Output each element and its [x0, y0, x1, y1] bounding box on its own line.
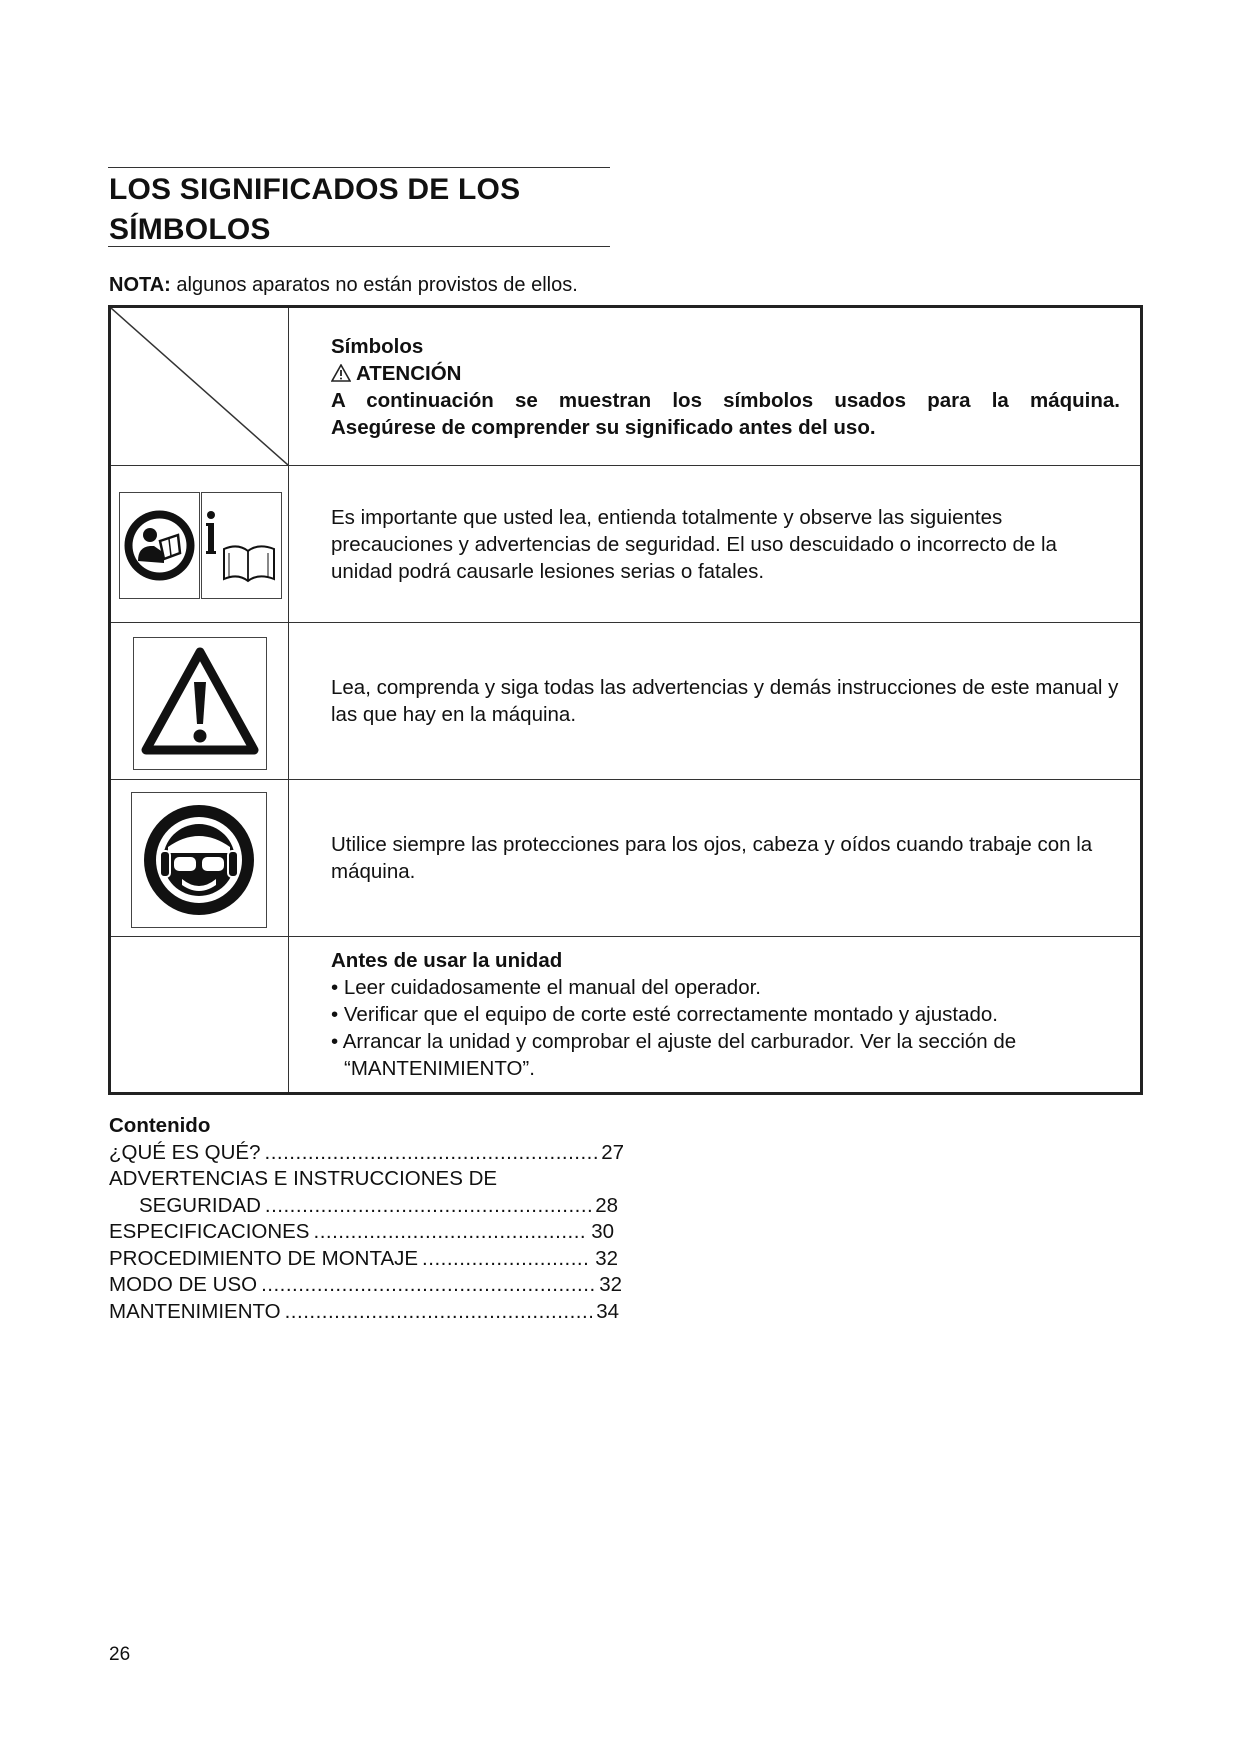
toc-item-page: 28	[595, 1193, 618, 1217]
title-rule-top	[108, 167, 610, 168]
table-row	[110, 937, 1142, 1094]
warning-triangle-icon	[331, 364, 351, 382]
toc-dots	[261, 1272, 595, 1299]
toc-dots	[422, 1246, 591, 1273]
note	[109, 274, 578, 297]
section-title	[109, 170, 609, 250]
header-description-line1: A continuación se muestran los símbolos usados para la máquina.	[331, 388, 1120, 412]
table-header-row	[110, 307, 1142, 466]
toc-item[interactable]	[109, 1272, 622, 1299]
note-text: algunos aparatos no están provistos de ellos.	[170, 274, 578, 296]
toc-item-label: ESPECIFICACIONES	[109, 1220, 310, 1243]
toc-item-page: 30	[591, 1220, 614, 1243]
toc-item-page: 27	[601, 1140, 624, 1164]
diagonal-cell	[110, 307, 289, 466]
before-use-bullet-1: • Leer cuidadosamente el manual del operador.	[331, 976, 761, 999]
table-row	[110, 466, 1142, 623]
title-line-1: LOS SIGNIFICADOS DE LOS	[109, 173, 521, 206]
before-use-bullet-3: • Arrancar la unidad y comprobar el ajuste del carburador. Ver la sección de	[331, 1030, 1017, 1053]
read-manual-icon	[119, 492, 200, 599]
read-manual-icon-cell	[110, 466, 289, 623]
read-manual-text: Es importante que usted lea, entienda totalmente y observe las siguientes precauciones y advertencias de seguridad. El uso descuidado o incorrecto de la unidad podrá causarle lesiones serias o fatales.	[289, 466, 1142, 623]
table-of-contents	[109, 1113, 629, 1325]
before-use-heading: Antes de usar la unidad	[331, 949, 563, 972]
header-attention-label: ATENCIÓN	[355, 361, 462, 385]
toc-dots	[265, 1140, 598, 1167]
toc-item-page: 34	[596, 1299, 619, 1323]
toc-item-label: SEGURIDAD	[139, 1193, 261, 1217]
before-use-bullet-3-cont: “MANTENIMIENTO”.	[344, 1057, 535, 1080]
toc-item[interactable]	[109, 1193, 618, 1220]
toc-item-label: ADVERTENCIAS E INSTRUCCIONES DE	[109, 1167, 498, 1190]
warning-text: Lea, comprenda y siga todas las advertencias y demás instrucciones de este manual y las que hay en la máquina.	[289, 623, 1142, 780]
protection-text: Utilice siempre las protecciones para los ojos, cabeza y oídos cuando trabaje con la máquina.	[289, 780, 1142, 937]
diagonal-line	[111, 308, 288, 465]
toc-heading: Contenido	[109, 1114, 211, 1137]
title-line-2: SÍMBOLOS	[109, 213, 271, 246]
toc-item-label: MODO DE USO	[109, 1273, 258, 1296]
warning-symbol-icon	[133, 637, 267, 770]
toc-item-label: ¿QUÉ ES QUÉ?	[109, 1140, 261, 1164]
note-label: NOTA:	[109, 274, 171, 296]
header-description-line2: Asegúrese de comprender su significado antes del uso.	[331, 415, 876, 439]
toc-item-label: MANTENIMIENTO	[109, 1299, 281, 1323]
info-book-icon	[201, 492, 282, 599]
page-number: 26	[109, 1644, 131, 1665]
protection-icon-cell	[110, 780, 289, 937]
toc-item[interactable]	[109, 1219, 614, 1246]
toc-item-label: PROCEDIMIENTO DE MONTAJE	[109, 1246, 419, 1270]
empty-icon-cell	[110, 937, 289, 1094]
warning-icon-cell	[110, 623, 289, 780]
protective-equipment-icon	[131, 792, 267, 928]
toc-dots	[314, 1219, 588, 1246]
toc-item-page: 32	[599, 1273, 622, 1296]
before-use-bullet-2: • Verificar que el equipo de corte esté correctamente montado y ajustado.	[331, 1003, 998, 1026]
toc-item[interactable]	[109, 1299, 619, 1326]
header-attention	[331, 360, 1120, 387]
toc-item-page: 32	[595, 1246, 618, 1270]
toc-dots	[265, 1193, 591, 1220]
header-symbols-label: Símbolos	[331, 334, 424, 358]
symbols-table	[108, 305, 1143, 1095]
toc-item[interactable]	[109, 1246, 618, 1273]
header-text-cell	[289, 307, 1142, 466]
table-row	[110, 623, 1142, 780]
toc-item[interactable]	[109, 1166, 629, 1193]
before-use-cell	[289, 937, 1142, 1094]
toc-dots	[285, 1299, 593, 1326]
title-rule-bottom	[108, 246, 610, 247]
table-row	[110, 780, 1142, 937]
toc-item[interactable]	[109, 1140, 624, 1167]
